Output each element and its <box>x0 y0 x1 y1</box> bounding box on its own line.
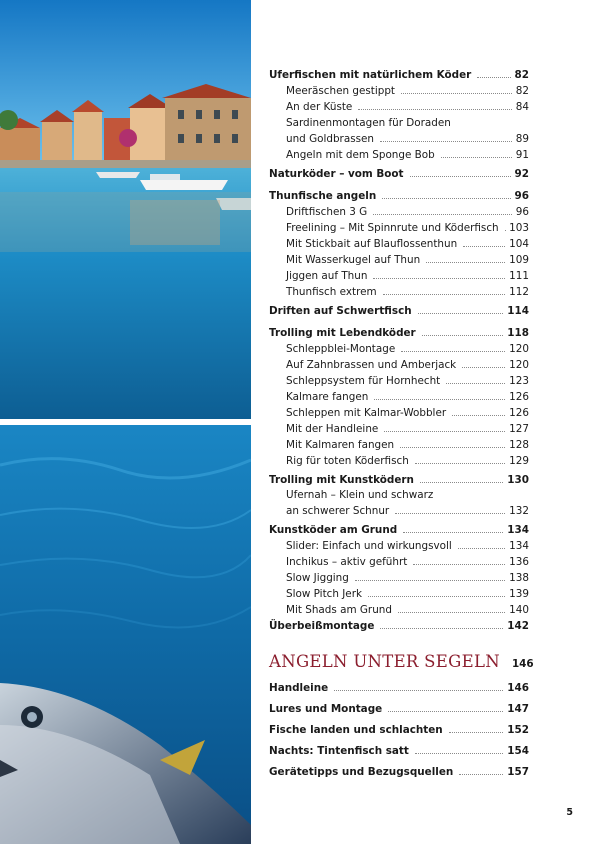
dot-leader <box>418 312 504 314</box>
dot-leader <box>505 229 506 231</box>
toc-title: Trolling mit Lebendköder <box>269 327 416 339</box>
dot-leader <box>373 277 505 279</box>
toc-title: Nachts: Tintenfisch satt <box>269 745 409 757</box>
dot-leader <box>426 261 505 263</box>
toc-title: Thunfisch extrem <box>286 286 377 298</box>
toc-page-number: 128 <box>509 439 529 451</box>
toc-entry[interactable] <box>286 116 529 130</box>
dot-leader <box>358 108 511 110</box>
toc-entry[interactable] <box>286 237 529 251</box>
harbor-photo <box>0 0 251 419</box>
toc-entry[interactable] <box>286 342 529 356</box>
section-title: ANGELN UNTER SEGELN <box>269 652 500 671</box>
toc-title: Handleine <box>269 682 329 694</box>
toc-page-number: 127 <box>509 423 529 435</box>
toc-title: Mit Kalmaren fangen <box>286 439 395 451</box>
dot-leader <box>401 92 512 94</box>
page-number: 5 <box>566 807 573 818</box>
toc-title: Mit Wasserkugel auf Thun <box>286 254 421 266</box>
toc-title: Lures und Montage <box>269 703 383 715</box>
dot-leader <box>463 245 505 247</box>
toc-entry[interactable] <box>286 100 529 114</box>
toc-chapter[interactable] <box>269 765 529 779</box>
toc-page-number: 157 <box>507 766 529 778</box>
dot-leader <box>334 689 503 691</box>
toc-title: Slow Jigging <box>286 572 349 584</box>
toc-page-number: 109 <box>509 254 529 266</box>
tuna-underwater-photo <box>0 425 251 844</box>
toc-title: Ufernah – Klein und schwarz <box>286 489 434 501</box>
toc-entry[interactable] <box>286 488 529 502</box>
dot-leader <box>373 213 512 215</box>
toc-chapter[interactable] <box>269 681 529 695</box>
toc-title: und Goldbrassen <box>286 133 375 145</box>
dot-leader <box>368 595 505 597</box>
toc-chapter[interactable] <box>269 702 529 716</box>
toc-page-number: 123 <box>509 375 529 387</box>
toc-entry[interactable] <box>286 603 529 617</box>
toc-page-number: 126 <box>509 407 529 419</box>
toc-entry[interactable] <box>286 587 529 601</box>
dot-leader <box>459 773 503 775</box>
dot-leader <box>449 731 504 733</box>
dot-leader <box>380 140 512 142</box>
toc-entry[interactable] <box>286 269 529 283</box>
toc-title: Driften auf Schwertfisch <box>269 305 412 317</box>
toc-page-number: 84 <box>515 101 529 113</box>
toc-entry[interactable] <box>286 132 529 146</box>
toc-title: Mit der Handleine <box>286 423 379 435</box>
toc-entry[interactable] <box>286 504 529 518</box>
dot-leader <box>410 175 511 177</box>
toc-page-number: 142 <box>507 620 529 632</box>
toc-page-number: 96 <box>515 206 529 218</box>
toc-title: Uferfischen mit natürlichem Köder <box>269 69 472 81</box>
dot-leader <box>355 579 505 581</box>
toc-entry[interactable] <box>286 358 529 372</box>
toc-entry[interactable] <box>286 390 529 404</box>
toc-entry[interactable] <box>286 438 529 452</box>
toc-page-number: 92 <box>514 168 529 180</box>
toc-entry[interactable] <box>286 555 529 569</box>
toc-entry[interactable] <box>286 406 529 420</box>
toc-title: Schleppblei-Montage <box>286 343 396 355</box>
toc-page-number: 146 <box>507 682 529 694</box>
toc-title: An der Küste <box>286 101 353 113</box>
toc-page-number: 111 <box>509 270 529 282</box>
toc-page-number: 134 <box>507 524 529 536</box>
toc-title: Meeräschen gestippt <box>286 85 396 97</box>
toc-chapter[interactable] <box>269 619 529 633</box>
toc-page-number: 120 <box>509 359 529 371</box>
toc-title: Inchikus – aktiv geführt <box>286 556 408 568</box>
toc-title: Naturköder – vom Boot <box>269 168 404 180</box>
dot-leader <box>374 398 505 400</box>
dot-leader <box>400 446 505 448</box>
toc-page-number: 114 <box>507 305 529 317</box>
section-heading-angeln-unter-segeln[interactable] <box>269 652 534 671</box>
toc-chapter[interactable] <box>269 326 529 340</box>
toc-page-number: 82 <box>514 69 529 81</box>
toc-page-number: 134 <box>509 540 529 552</box>
dot-leader <box>413 563 505 565</box>
toc-entry[interactable] <box>286 571 529 585</box>
toc-page-number: 132 <box>509 505 529 517</box>
toc-entry[interactable] <box>286 539 529 553</box>
toc-title: Slow Pitch Jerk <box>286 588 362 600</box>
dot-leader <box>415 752 503 754</box>
dot-leader <box>415 462 505 464</box>
toc-entry[interactable] <box>286 221 529 235</box>
toc-title: Slider: Einfach und wirkungsvoll <box>286 540 452 552</box>
dot-leader <box>384 430 505 432</box>
dot-leader <box>452 414 505 416</box>
dot-leader <box>446 382 505 384</box>
dot-leader <box>395 512 505 514</box>
toc-title: Kalmare fangen <box>286 391 369 403</box>
toc-chapter[interactable] <box>269 189 529 203</box>
toc-page-number: 126 <box>509 391 529 403</box>
toc-title: Sardinenmontagen für Doraden <box>286 117 451 129</box>
toc-entry[interactable] <box>286 285 529 299</box>
toc-entry[interactable] <box>286 454 529 468</box>
toc-page-number: 118 <box>507 327 529 339</box>
toc-entry[interactable] <box>286 205 529 219</box>
toc-title: Thunfische angeln <box>269 190 377 202</box>
toc-entry[interactable] <box>286 148 529 162</box>
dot-leader <box>401 350 505 352</box>
toc-title: Fische landen und schlachten <box>269 724 443 736</box>
toc-page-number: 96 <box>514 190 529 202</box>
dot-leader <box>462 366 505 368</box>
toc-page-number: 140 <box>509 604 529 616</box>
toc-entry[interactable] <box>286 253 529 267</box>
toc-page-number: 138 <box>509 572 529 584</box>
toc-title: Jiggen auf Thun <box>286 270 368 282</box>
dot-leader <box>420 481 503 483</box>
toc-chapter[interactable] <box>269 304 529 318</box>
toc-page-number: 129 <box>509 455 529 467</box>
toc-page-number: 152 <box>507 724 529 736</box>
toc-page-number: 130 <box>507 474 529 486</box>
toc-title: Gerätetipps und Bezugsquellen <box>269 766 454 778</box>
toc-chapter[interactable] <box>269 744 529 758</box>
toc-title: Kunstköder am Grund <box>269 524 398 536</box>
toc-page-number: 103 <box>509 222 529 234</box>
toc-title: Driftfischen 3 G <box>286 206 368 218</box>
dot-leader <box>441 156 512 158</box>
dot-leader <box>422 334 504 336</box>
toc-page-number: 112 <box>509 286 529 298</box>
toc-title: Freelining – Mit Spinnrute und Köderfisch <box>286 222 499 234</box>
dot-leader <box>398 611 505 613</box>
toc-chapter[interactable] <box>269 68 529 82</box>
toc-page-number: 154 <box>507 745 529 757</box>
dot-leader <box>383 293 506 295</box>
toc-title: Mit Stickbait auf Blauflossenthun <box>286 238 458 250</box>
dot-leader <box>388 710 503 712</box>
toc-title: Überbeißmontage <box>269 620 375 632</box>
toc-title: Rig für toten Köderfisch <box>286 455 409 467</box>
dot-leader <box>477 76 510 78</box>
toc-title: Angeln mit dem Sponge Bob <box>286 149 435 161</box>
toc-page-number: 136 <box>509 556 529 568</box>
toc-title: Trolling mit Kunstködern <box>269 474 414 486</box>
toc-page-number: 91 <box>515 149 529 161</box>
dot-leader <box>382 197 510 199</box>
toc-title: Auf Zahnbrassen und Amberjack <box>286 359 457 371</box>
toc-chapter[interactable] <box>269 723 529 737</box>
toc-title: Schleppsystem für Hornhecht <box>286 375 441 387</box>
toc-chapter[interactable] <box>269 167 529 181</box>
toc-page-number: 82 <box>515 85 529 97</box>
toc-page-number: 89 <box>515 133 529 145</box>
toc-entry[interactable] <box>286 374 529 388</box>
toc-entry[interactable] <box>286 84 529 98</box>
toc-page-number: 147 <box>507 703 529 715</box>
toc-title: Schleppen mit Kalmar-Wobbler <box>286 407 447 419</box>
toc-title: an schwerer Schnur <box>286 505 390 517</box>
photo-column <box>0 0 251 844</box>
dot-leader <box>380 627 503 629</box>
toc-page-number: 120 <box>509 343 529 355</box>
dot-leader <box>458 547 505 549</box>
toc-chapter[interactable] <box>269 473 529 487</box>
dot-leader <box>403 531 503 533</box>
toc-chapter[interactable] <box>269 523 529 537</box>
section-page: 146 <box>511 658 534 670</box>
toc-title: Mit Shads am Grund <box>286 604 392 616</box>
toc-entry[interactable] <box>286 422 529 436</box>
toc-page-number: 104 <box>509 238 529 250</box>
toc-page-number: 139 <box>509 588 529 600</box>
